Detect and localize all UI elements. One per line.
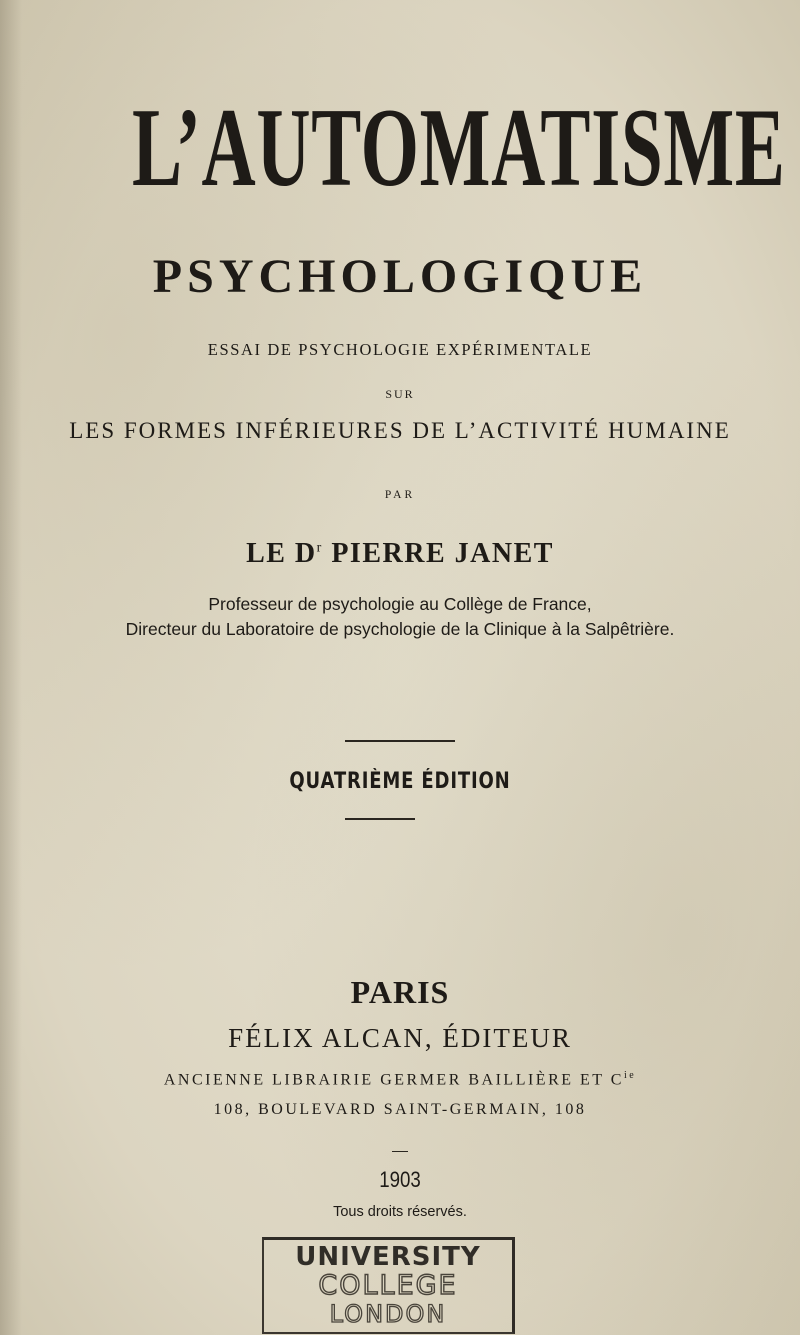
publisher-name: FÉLIX ALCAN, ÉDITEUR xyxy=(228,1023,572,1053)
author-title-professor: Professeur de psychologie au Collège de France, xyxy=(208,594,592,614)
sur-text: SUR xyxy=(385,387,415,401)
topic-subtitle: LES FORMES INFÉRIEURES DE L’ACTIVITÉ HUMAINE xyxy=(69,418,731,443)
divider-year xyxy=(392,1151,408,1152)
publisher-address: 108, BOULEVARD SAINT-GERMAIN, 108 xyxy=(213,1101,587,1118)
library-stamp xyxy=(262,1237,515,1334)
essay-subtitle: ESSAI DE PSYCHOLOGIE EXPÉRIMENTALE xyxy=(207,340,593,359)
publisher-former-name xyxy=(0,1070,800,1089)
former-name-superscript: ie xyxy=(623,1070,637,1081)
book-title: L’AUTOMATISME xyxy=(132,86,786,210)
former-name-text: ANCIENNE LIBRAIRIE GERMER BAILLIÈRE ET C xyxy=(163,1071,624,1089)
author-prefix-superscript: r xyxy=(316,540,323,556)
author-title-director: Directeur du Laboratoire de psychologie de la Clinique à la Salpêtrière. xyxy=(125,619,675,639)
publication-city: PARIS xyxy=(350,974,450,1010)
par-text: PAR xyxy=(384,489,416,501)
stamp-line-university: UNIVERSITY xyxy=(295,1242,481,1272)
book-title-subtitle: PSYCHOLOGIQUE xyxy=(152,250,648,303)
divider-top xyxy=(345,740,455,742)
stamp-line-london: LONDON xyxy=(329,1300,447,1328)
edition-label: QUATRIÈME ÉDITION xyxy=(289,769,511,794)
author-name xyxy=(0,538,800,570)
author-prefix: LE D xyxy=(246,538,317,569)
rights-notice: Tous droits réservés. xyxy=(333,1204,467,1220)
stamp-line-college: COLLEGE xyxy=(318,1270,458,1301)
divider-bottom xyxy=(345,818,415,820)
author-fullname: PIERRE JANET xyxy=(322,538,554,569)
publication-year: 1903 xyxy=(379,1167,421,1192)
